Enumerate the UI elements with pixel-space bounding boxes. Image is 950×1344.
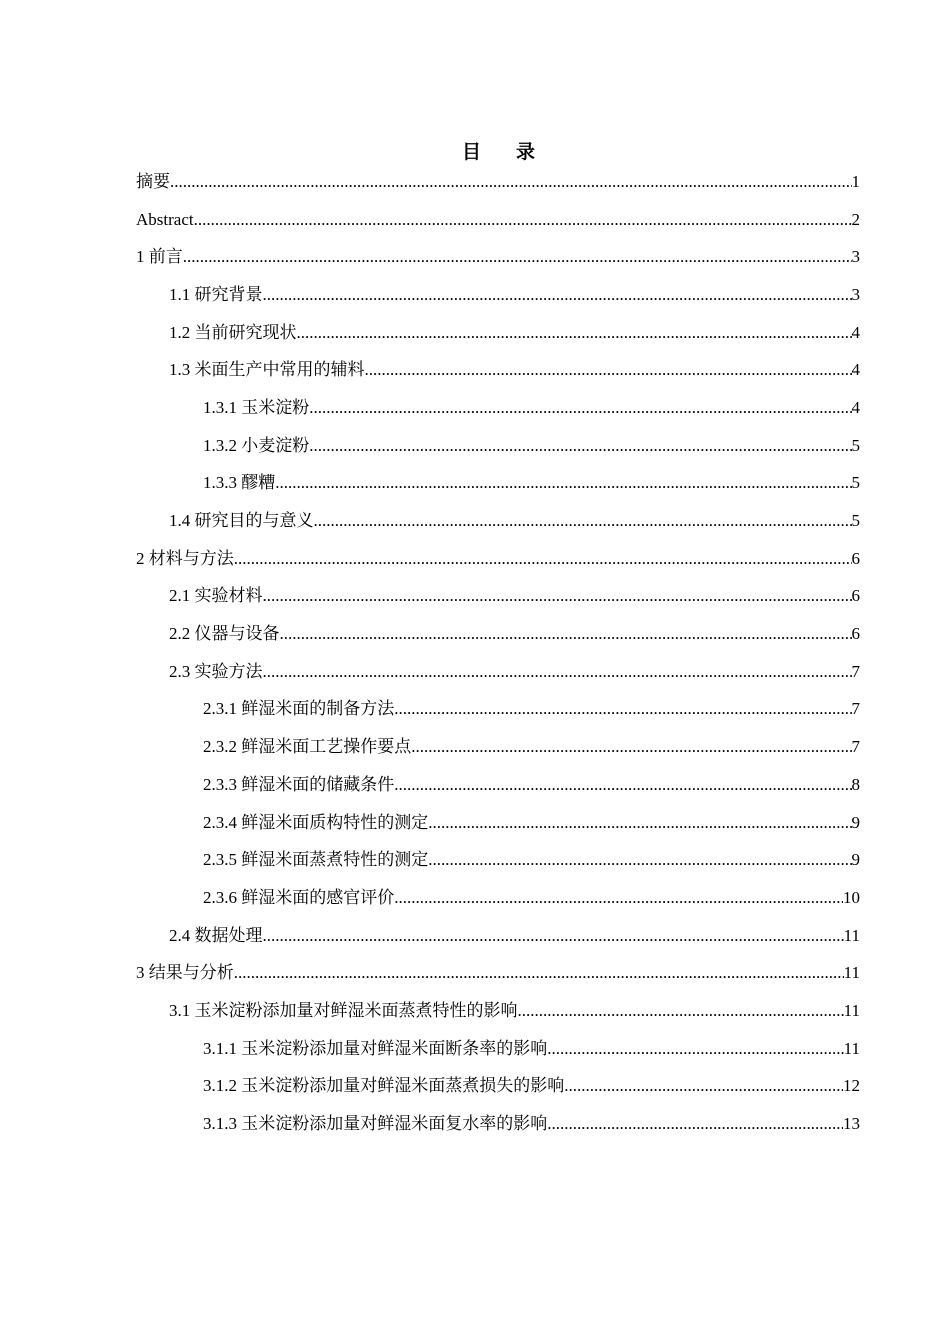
toc-entry[interactable] [136,728,860,766]
toc-entry-label: 1.3 米面生产中常用的辅料 [169,360,365,380]
toc-dot-leader [263,285,852,305]
toc-entry[interactable] [136,163,860,201]
toc-dot-leader [263,586,852,606]
toc-entry-label: 1.3.3 醪糟 [203,473,276,493]
toc-dot-leader [263,662,852,682]
toc-entry-label: 1.2 当前研究现状 [169,322,297,342]
toc-dot-leader [263,926,844,946]
toc-entry-page-number: 11 [843,925,860,945]
toc-entry[interactable] [136,653,860,691]
toc-entry[interactable] [136,427,860,465]
toc-dot-leader [183,247,852,267]
toc-entry-page-number: 6 [851,624,860,644]
toc-entry-label: 2.3.1 鲜湿米面的制备方法 [203,699,395,719]
toc-entry-page-number: 4 [851,397,860,417]
toc-dot-leader [394,888,843,908]
toc-entry-label: 1.4 研究目的与意义 [169,511,314,531]
toc-entry-label: 2.3 实验方法 [169,661,263,681]
toc-entry[interactable] [136,238,860,276]
toc-dot-leader [428,850,851,870]
toc-title-char-1: 目 [461,142,482,163]
toc-entry[interactable] [136,201,860,239]
toc-entry-page-number: 1 [851,171,860,191]
toc-entry[interactable] [136,351,860,389]
toc-entry-page-number: 4 [851,360,860,380]
toc-entry[interactable] [136,502,860,540]
toc-list [136,163,860,1143]
toc-entry-page-number: 2 [851,209,860,229]
toc-entry-page-number: 3 [851,247,860,267]
toc-entry-label: 3.1.3 玉米淀粉添加量对鲜湿米面复水率的影响 [203,1114,548,1134]
toc-dot-leader [547,1039,843,1059]
toc-title [0,137,950,164]
toc-entry-page-number: 7 [851,699,860,719]
toc-entry[interactable] [136,841,860,879]
toc-entry-label: Abstract [136,209,194,229]
toc-entry-page-number: 5 [851,511,860,531]
toc-entry-label: 1.3.2 小麦淀粉 [203,435,310,455]
toc-entry[interactable] [136,276,860,314]
toc-entry-page-number: 9 [851,812,860,832]
toc-entry[interactable] [136,1105,860,1143]
toc-entry-label: 3.1.2 玉米淀粉添加量对鲜湿米面蒸煮损失的影响 [203,1076,565,1096]
toc-entry-label: 2.3.3 鲜湿米面的储藏条件 [203,774,395,794]
toc-entry-label: 2.1 实验材料 [169,586,263,606]
toc-entry[interactable] [136,691,860,729]
toc-entry[interactable] [136,954,860,992]
toc-dot-leader [234,549,852,569]
toc-entry-page-number: 6 [851,586,860,606]
toc-dot-leader [170,172,852,192]
toc-entry-page-number: 7 [851,737,860,757]
toc-dot-leader [394,775,851,795]
toc-entry-label: 3.1 玉米淀粉添加量对鲜湿米面蒸煮特性的影响 [169,1000,518,1020]
toc-entry[interactable] [136,314,860,352]
toc-entry-page-number: 9 [851,850,860,870]
toc-entry-label: 1 前言 [136,247,183,267]
toc-entry-label: 3 结果与分析 [136,963,234,983]
toc-entry-page-number: 6 [851,548,860,568]
toc-dot-leader [275,473,851,493]
toc-entry[interactable] [136,578,860,616]
toc-title-char-2: 录 [516,142,537,163]
toc-dot-leader [365,360,852,380]
toc-dot-leader [280,624,852,644]
toc-entry-label: 摘要 [136,171,170,191]
toc-entry[interactable] [136,465,860,503]
toc-dot-leader [564,1076,843,1096]
toc-dot-leader [411,737,851,757]
toc-dot-leader [428,813,851,833]
toc-entry-page-number: 8 [851,774,860,794]
toc-entry-label: 2.3.5 鲜湿米面蒸煮特性的测定 [203,850,429,870]
toc-entry[interactable] [136,804,860,842]
toc-dot-leader [314,511,852,531]
toc-entry-page-number: 7 [851,661,860,681]
toc-entry-page-number: 3 [851,284,860,304]
toc-entry-page-number: 10 [843,887,860,907]
toc-entry-page-number: 11 [843,1000,860,1020]
toc-entry[interactable] [136,1068,860,1106]
toc-dot-leader [394,699,851,719]
toc-entry-label: 2.3.2 鲜湿米面工艺操作要点 [203,737,412,757]
toc-entry-page-number: 11 [843,963,860,983]
toc-entry-page-number: 13 [843,1114,860,1134]
toc-entry-page-number: 5 [851,435,860,455]
toc-entry[interactable] [136,1030,860,1068]
toc-entry[interactable] [136,917,860,955]
toc-entry-label: 2.3.4 鲜湿米面质构特性的测定 [203,812,429,832]
toc-entry-label: 2 材料与方法 [136,548,234,568]
toc-dot-leader [518,1001,844,1021]
toc-entry-label: 2.4 数据处理 [169,925,263,945]
toc-entry[interactable] [136,389,860,427]
toc-dot-leader [309,398,851,418]
toc-entry-label: 2.2 仪器与设备 [169,624,280,644]
toc-entry-label: 2.3.6 鲜湿米面的感官评价 [203,887,395,907]
toc-entry-page-number: 5 [851,473,860,493]
toc-dot-leader [194,210,852,230]
toc-entry-label: 1.1 研究背景 [169,284,263,304]
toc-entry[interactable] [136,615,860,653]
toc-entry-label: 3.1.1 玉米淀粉添加量对鲜湿米面断条率的影响 [203,1038,548,1058]
toc-entry-page-number: 4 [851,322,860,342]
toc-entry-label: 1.3.1 玉米淀粉 [203,397,310,417]
toc-entry[interactable] [136,766,860,804]
toc-dot-leader [547,1114,843,1134]
toc-dot-leader [297,323,852,343]
toc-entry-page-number: 12 [843,1076,860,1096]
toc-dot-leader [234,963,844,983]
toc-entry[interactable] [136,540,860,578]
toc-dot-leader [309,436,851,456]
toc-entry-page-number: 11 [843,1038,860,1058]
toc-entry[interactable] [136,992,860,1030]
toc-entry[interactable] [136,879,860,917]
